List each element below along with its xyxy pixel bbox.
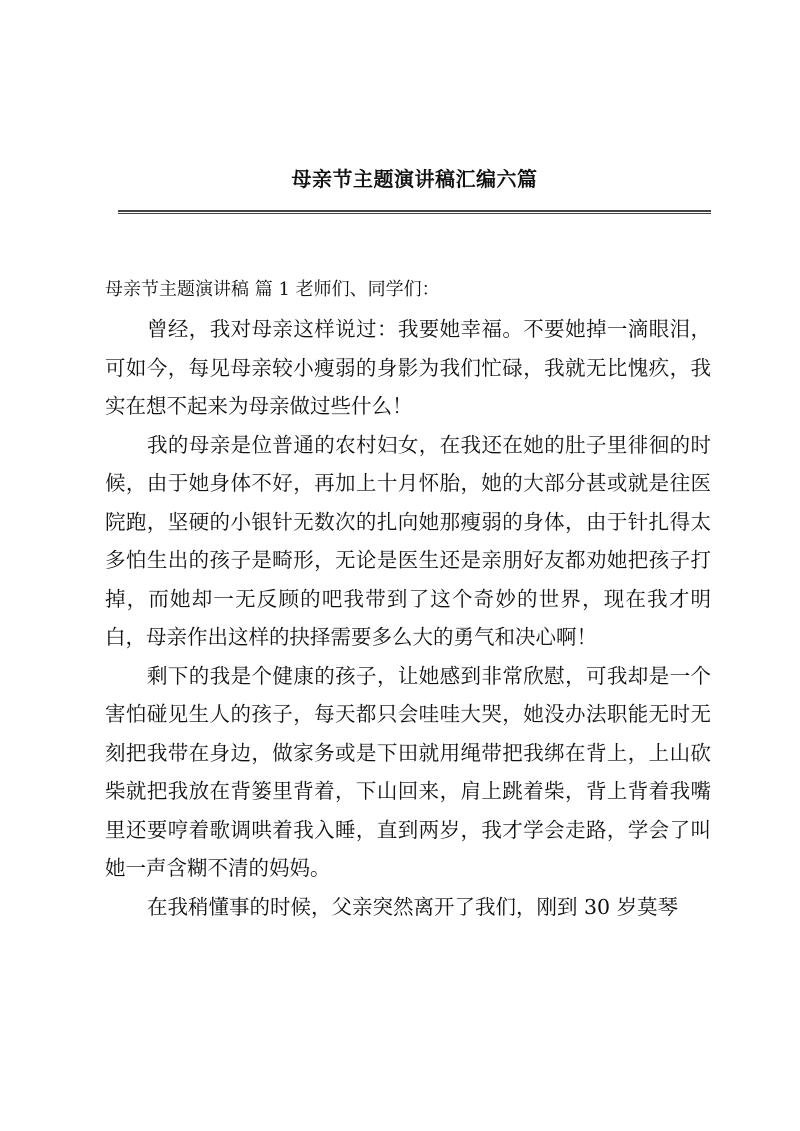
paragraph-1: 曾经，我对母亲这样说过：我要她幸福。不要她掉一滴眼泪，可如今，每见母亲较小瘦弱的身影为我们忙碌，我就无比愧疚，我实在想不起来为母亲做过些什么！ (105, 317, 711, 418)
paragraph-3: 剩下的我是个健康的孩子，让她感到非常欣慰，可我却是一个害怕碰见生人的孩子，每天都只会哇哇大哭，她没办法职能无时无刻把我带在身边，做家务或是下田就用绳带把我绑在背上，上山砍柴就把我放在背篓里背着，下山回来，肩上跳着柴，背上背着我嘴里还要哼着歌调哄着我入睡，直到两岁，我才学会走路，学会了叫她一声含糊不清的妈妈。 (105, 663, 711, 880)
title-divider (118, 210, 711, 214)
intro-line: 母亲节主题演讲稿 篇 1 老师们、同学们： (105, 279, 440, 300)
document-body (105, 270, 711, 926)
paragraph-2: 我的母亲是位普通的农村妇女，在我还在她的肚子里徘徊的时候，由于她身体不好，再加上十月怀胎，她的大部分甚或就是往医院跑，坚硬的小银针无数次的扎向她那瘦弱的身体，由于针扎得太多怕生出的孩子是畸形，无论是医生还是亲朋好友都劝她把孩子打掉，而她却一无反顾的吧我带到了这个奇妙的世界，现在我才明白，母亲作出这样的抉择需要多么大的勇气和决心啊！ (105, 432, 711, 649)
paragraph-4: 在我稍懂事的时候，父亲突然离开了我们，刚到 30 岁莫琴 (147, 894, 679, 919)
document-title: 母亲节主题演讲稿汇编六篇 (291, 167, 538, 191)
